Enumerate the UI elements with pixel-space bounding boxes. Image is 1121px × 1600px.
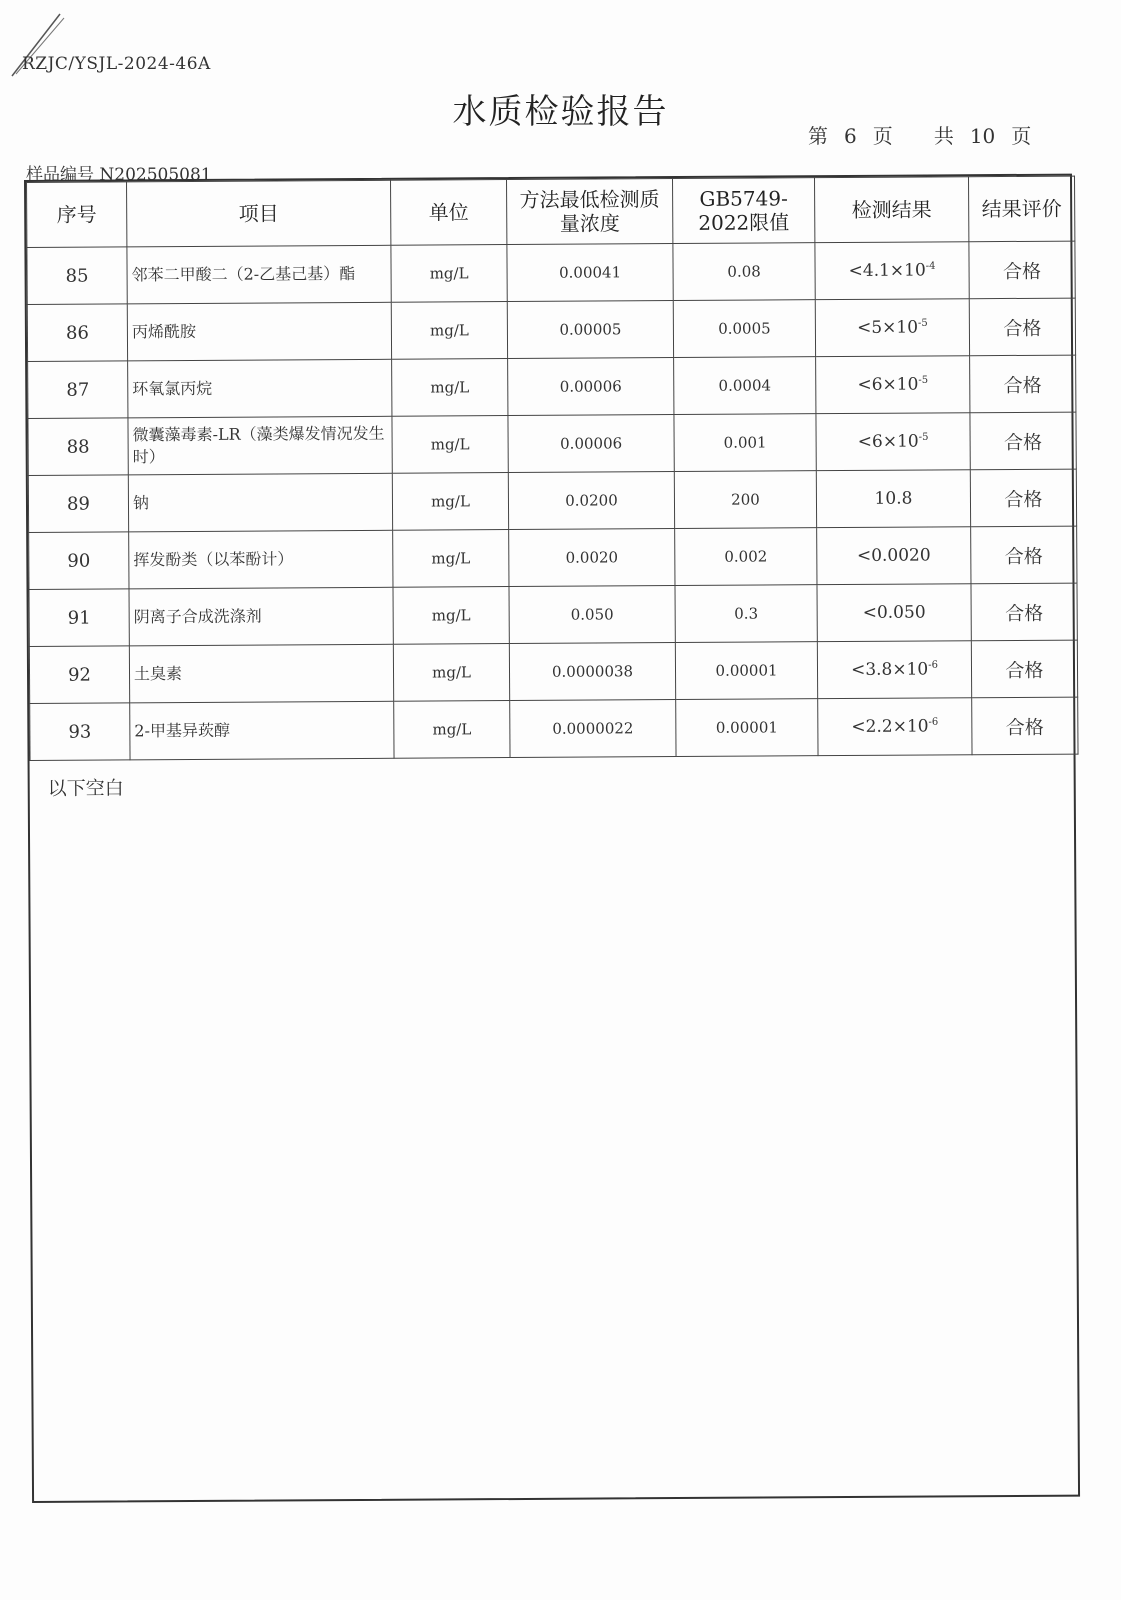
cell-eval: 合格 bbox=[971, 526, 1077, 584]
cell-eval: 合格 bbox=[971, 583, 1077, 641]
page-suffix: 页 bbox=[1011, 124, 1032, 148]
page-total-prefix: 共 bbox=[933, 124, 954, 148]
cell-result bbox=[815, 242, 969, 300]
cell-eval: 合格 bbox=[972, 697, 1078, 755]
result-base: <4.1×10 bbox=[848, 260, 926, 281]
cell-result bbox=[817, 641, 971, 699]
cell-eval: 合格 bbox=[969, 298, 1075, 356]
cell-seq: 88 bbox=[28, 418, 128, 476]
cell-mdl: 0.0000038 bbox=[509, 643, 675, 701]
cell-result bbox=[818, 698, 972, 756]
document-code: RZJC/YSJL-2024-46A bbox=[22, 54, 211, 74]
cell-result bbox=[817, 584, 971, 642]
cell-limit: 0.002 bbox=[675, 528, 817, 586]
cell-seq: 85 bbox=[27, 247, 127, 305]
cell-eval: 合格 bbox=[969, 241, 1075, 299]
result-base: <0.050 bbox=[862, 602, 926, 623]
cell-unit: mg/L bbox=[394, 701, 510, 759]
cell-unit: mg/L bbox=[391, 302, 507, 360]
cell-limit: 0.0004 bbox=[674, 357, 816, 415]
header-eval: 结果评价 bbox=[968, 176, 1074, 242]
header-unit: 单位 bbox=[391, 180, 507, 246]
cell-mdl: 0.00005 bbox=[507, 301, 673, 359]
cell-limit: 0.0005 bbox=[673, 300, 815, 358]
cell-item: 2-甲基异莰醇 bbox=[130, 701, 394, 760]
result-base: <6×10 bbox=[857, 374, 919, 395]
cell-item: 丙烯酰胺 bbox=[127, 302, 391, 361]
cell-eval: 合格 bbox=[970, 469, 1076, 527]
cell-mdl: 0.050 bbox=[509, 586, 675, 644]
cell-item: 土臭素 bbox=[129, 644, 393, 703]
cell-result bbox=[817, 527, 971, 585]
cell-mdl: 0.0020 bbox=[509, 529, 675, 587]
page-number bbox=[800, 120, 1039, 149]
cell-limit: 0.001 bbox=[674, 414, 816, 472]
result-exponent: -6 bbox=[928, 716, 939, 728]
cell-result bbox=[816, 356, 970, 414]
header-limit: GB5749-2022限值 bbox=[673, 178, 815, 244]
cell-limit: 0.08 bbox=[673, 243, 815, 301]
cell-item: 微囊藻毒素-LR（藻类爆发情况发生时） bbox=[128, 416, 392, 475]
results-table bbox=[26, 176, 1079, 761]
cell-seq: 92 bbox=[29, 646, 129, 704]
cell-seq: 89 bbox=[28, 475, 128, 533]
table-header-row bbox=[27, 176, 1075, 247]
result-base: 10.8 bbox=[874, 488, 913, 509]
result-base: <2.2×10 bbox=[851, 716, 929, 737]
table-row bbox=[27, 241, 1075, 304]
header-result: 检测结果 bbox=[815, 177, 969, 243]
table-row bbox=[28, 412, 1076, 475]
result-exponent: -5 bbox=[918, 431, 929, 443]
cell-limit: 200 bbox=[674, 471, 816, 529]
cell-limit: 0.00001 bbox=[675, 642, 817, 700]
cell-seq: 93 bbox=[30, 703, 130, 761]
cell-eval: 合格 bbox=[971, 640, 1077, 698]
sample-number: 样品编号 N202505081 bbox=[26, 165, 212, 185]
page-current: 6 bbox=[844, 124, 857, 148]
cell-mdl: 0.00006 bbox=[508, 415, 674, 473]
report-title: 水质检验报告 bbox=[452, 92, 669, 132]
report-sheet bbox=[24, 174, 1080, 1503]
cell-mdl: 0.00006 bbox=[508, 358, 674, 416]
cell-seq: 91 bbox=[29, 589, 129, 647]
table-row bbox=[27, 298, 1075, 361]
cell-eval: 合格 bbox=[970, 355, 1076, 413]
cell-unit: mg/L bbox=[392, 473, 508, 531]
cell-limit: 0.3 bbox=[675, 585, 817, 643]
result-base: <5×10 bbox=[857, 317, 919, 338]
cell-item: 邻苯二甲酸二（2-乙基己基）酯 bbox=[127, 245, 391, 304]
cell-result bbox=[815, 299, 969, 357]
result-exponent: -6 bbox=[928, 659, 938, 671]
cell-unit: mg/L bbox=[391, 245, 507, 303]
header-seq: 序号 bbox=[27, 182, 127, 248]
cell-result bbox=[816, 413, 970, 471]
cell-item: 阴离子合成洗涤剂 bbox=[129, 587, 393, 646]
cell-limit: 0.00001 bbox=[676, 699, 818, 757]
table-row bbox=[29, 640, 1077, 703]
cell-item: 钠 bbox=[128, 473, 392, 532]
cell-item: 环氧氯丙烷 bbox=[128, 359, 392, 418]
page-prefix: 第 bbox=[808, 124, 828, 148]
result-exponent: -4 bbox=[925, 260, 936, 272]
cell-unit: mg/L bbox=[393, 587, 509, 645]
header-item: 项目 bbox=[127, 180, 391, 247]
result-exponent: -5 bbox=[917, 317, 928, 329]
cell-unit: mg/L bbox=[392, 416, 508, 474]
cell-mdl: 0.00041 bbox=[507, 244, 673, 302]
table-row bbox=[29, 526, 1077, 589]
cell-seq: 86 bbox=[27, 304, 127, 362]
cell-seq: 87 bbox=[28, 361, 128, 419]
table-row bbox=[30, 697, 1078, 760]
cell-mdl: 0.0200 bbox=[508, 472, 674, 530]
cell-item: 挥发酚类（以苯酚计） bbox=[129, 530, 393, 589]
cell-unit: mg/L bbox=[392, 359, 508, 417]
cell-eval: 合格 bbox=[970, 412, 1076, 470]
result-exponent: -5 bbox=[918, 374, 929, 386]
result-base: <6×10 bbox=[857, 431, 919, 452]
table-row bbox=[28, 355, 1076, 418]
cell-unit: mg/L bbox=[393, 644, 509, 702]
cell-result bbox=[816, 470, 970, 528]
result-base: <3.8×10 bbox=[850, 659, 929, 680]
cell-mdl: 0.0000022 bbox=[510, 700, 676, 758]
table-row bbox=[29, 583, 1077, 646]
page-total: 10 bbox=[969, 124, 996, 148]
page-mid: 页 bbox=[872, 124, 893, 148]
result-base: <0.0020 bbox=[856, 545, 931, 566]
cell-unit: mg/L bbox=[393, 530, 509, 588]
header-mdl: 方法最低检测质量浓度 bbox=[507, 179, 673, 245]
cell-seq: 90 bbox=[29, 532, 129, 590]
blank-note: 以下空白 bbox=[47, 777, 124, 800]
table-row bbox=[28, 469, 1076, 532]
